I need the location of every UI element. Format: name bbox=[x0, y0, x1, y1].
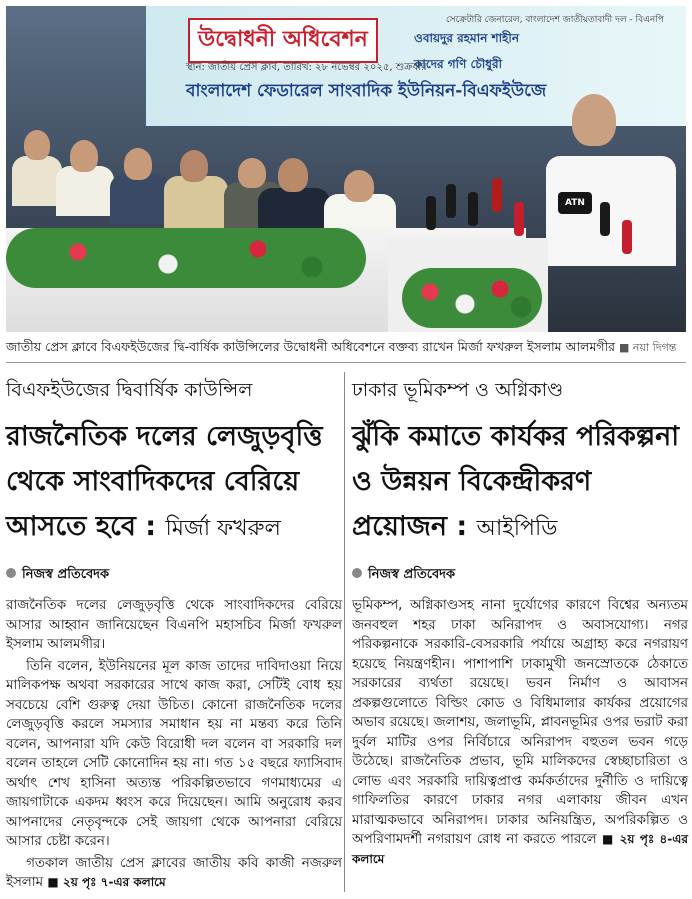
right-byline-text: নিজস্ব প্রতিবেদক bbox=[368, 567, 456, 582]
left-headline-line2: থেকে সাংবাদিকদের বেরিয়ে bbox=[6, 466, 300, 497]
left-paragraph: তিনি বলেন, ইউনিয়নের মূল কাজ তাদের দাবিদাওয়া নিয়ে মালিকপক্ষ অথবা সরকারের সাথে কাজ করা, সেটিই বোধ হয় সবচেয়ে বেশি গুরুত্ব দেয়া উচিত। কোনো রাজনৈতিক দলের লেজুড়বৃত্তি করলে সমস্যার সমাধান হয় না মন্তব্য করে তিনি বলেন, আপনারা যদি কেউ বিরোধী দল বলেন বা সরকারি দল বলেন তাহলে সেটি কোনোদিন হয় না। গত ১৫ বছরে ফ্যাসিবাদ অর্থাৎ শেখ হাসিনা অত্যন্ত পরিকল্পিতভাবে গণমাধ্যমের এ জায়গাটাকে একদম ধ্বংস করে দিয়েছেন। আমি অনুরোধ করব আপনাদের নেতৃবৃন্দকে সেই জায়গা থেকে আপনারা বেরিয়ে আসার চেষ্টা করেন। bbox=[6, 658, 342, 849]
left-headline bbox=[6, 414, 342, 551]
left-byline bbox=[6, 565, 342, 586]
left-body bbox=[6, 596, 342, 893]
left-kicker: বিএফইউজের দ্বিবার্ষিক কাউন্সিল bbox=[6, 379, 253, 401]
right-byline bbox=[352, 565, 688, 586]
banner-name-1: ওবায়দুর রহমান শাহীন bbox=[414, 31, 520, 45]
left-paragraph-text: গতকাল জাতীয় প্রেস ক্লাবের জাতীয় কবি কাজী নজরুল ইসলাম bbox=[6, 855, 342, 890]
banner-name-2: কাদের গণি চৌধুরী bbox=[414, 57, 503, 71]
photo-credit: ■ নয়া দিগন্ত bbox=[619, 341, 677, 354]
right-paragraph-text: ভূমিকম্প, অগ্নিকাণ্ডসহ নানা দুর্যোগের কারণে বিশ্বের অন্যতম জনবহুল শহর ঢাকা অনিরাপদ ও অবাসযোগ্য। নগর পরিকল্পনাকে সরকারি-বেসরকারি পর্যায়ে অগ্রাহ্য করে নগরায়ণ হয়েছে নিয়ন্ত্রণহীন। পাশাপাশি ঢাকামুখী জনস্রোতকে ঠেকাতে সরকারের ব্যর্থতা রয়েছে। ভবন নির্মাণ ও আবাসন প্রকল্পগুলোতে বিল্ডিং কোড ও বিধিমালার কার্যকর প্রয়োগের অভাব রয়েছে। জলাশয়, জলাভূমি, প্লাবনভূমির ওপর ভরাট করা দুর্বল মাটির ওপর নির্বিচারে অনিরাপদ বহুতল ভবন গড়ে উঠেছে। রাজনৈতিক প্রভাব, ভূমি মালিকদের স্বেচ্ছাচারিতা ও লোভ এবং সরকারি দায়িত্বপ্রাপ্ত কর্মকর্তাদের দুর্নীতি ও দায়িত্বে গাফিলতির কারণে ঢাকার নগর এলাকায় জীবন এখন মারাত্মকভাবে অনিরাপদ। ঢাকার অনিয়ন্ত্রিত, অপরিকল্পিত ও অপরিণামদর্শী নগরায়ণ রোধ না করতে পারলে bbox=[352, 598, 688, 847]
right-kicker: ঢাকার ভূমিকম্প ও অগ্নিকাণ্ড bbox=[352, 379, 564, 401]
banner-title: উদ্বোধনী অধিবেশন bbox=[188, 18, 378, 63]
flower-decoration-left bbox=[6, 228, 366, 288]
right-headline-line3: প্রয়োজন : bbox=[352, 511, 468, 542]
left-headline-speaker: মির্জা ফখরুল bbox=[165, 516, 281, 541]
atn-mic-label: ATN bbox=[558, 192, 592, 214]
right-paragraph-last bbox=[352, 596, 688, 869]
left-article bbox=[6, 372, 342, 895]
caption-divider bbox=[6, 362, 686, 363]
right-continuation: ■ ২য় পৃঃ ৪-এর কলামে bbox=[352, 832, 688, 866]
left-paragraph: রাজনৈতিক দলের লেজুড়বৃত্তি থেকে সাংবাদিকদের বেরিয়ে আসার আহ্বান জানিয়েছেন বিএনপি মহাসচিব মির্জা ফখরুল ইসলাম আলমগীর। bbox=[6, 598, 342, 652]
flower-decoration-right bbox=[402, 268, 542, 328]
left-byline-text: নিজস্ব প্রতিবেদক bbox=[22, 567, 110, 582]
news-photo bbox=[6, 6, 686, 332]
right-headline-line2: ও উন্নয়ন বিকেন্দ্রীকরণ bbox=[352, 466, 592, 497]
bullet-icon bbox=[6, 568, 16, 578]
right-body bbox=[352, 596, 688, 869]
left-headline-line1: রাজনৈতিক দলের লেজুড়বৃত্তি bbox=[6, 421, 323, 452]
left-continuation: ■ ২য় পৃঃ ৭-এর কলামে bbox=[47, 875, 166, 889]
banner-date: স্থান: জাতীয় প্রেস ক্লাব, তারিখ: ২৮ নভেম্বর ২০২৫, শুক্রবার bbox=[186, 62, 427, 73]
column-divider bbox=[344, 372, 345, 892]
right-headline bbox=[352, 414, 688, 551]
right-article bbox=[352, 372, 688, 871]
caption-text: জাতীয় প্রেস ক্লাবে বিএফইউজের দ্বি-বার্ষিক কাউন্সিলের উদ্বোধনী অধিবেশনে বক্তব্য রাখেন মির্জা ফখরুল ইসলাম আলমগীর bbox=[6, 339, 616, 354]
photo-caption bbox=[6, 339, 686, 359]
right-headline-speaker: আইপিডি bbox=[476, 516, 558, 541]
banner-role: সেক্রেটারি জেনারেল, বাংলাদেশ জাতীয়তাবাদী দল - বিএনপি bbox=[446, 15, 664, 25]
bullet-icon bbox=[352, 568, 362, 578]
right-headline-line1: ঝুঁকি কমাতে কার্যকর পরিকল্পনা bbox=[352, 421, 680, 452]
left-headline-line3: আসতে হবে : bbox=[6, 511, 157, 542]
banner-federation: বাংলাদেশ ফেডারেল সাংবাদিক ইউনিয়ন-বিএফইউজে bbox=[186, 81, 547, 101]
left-paragraph-last bbox=[6, 854, 342, 893]
